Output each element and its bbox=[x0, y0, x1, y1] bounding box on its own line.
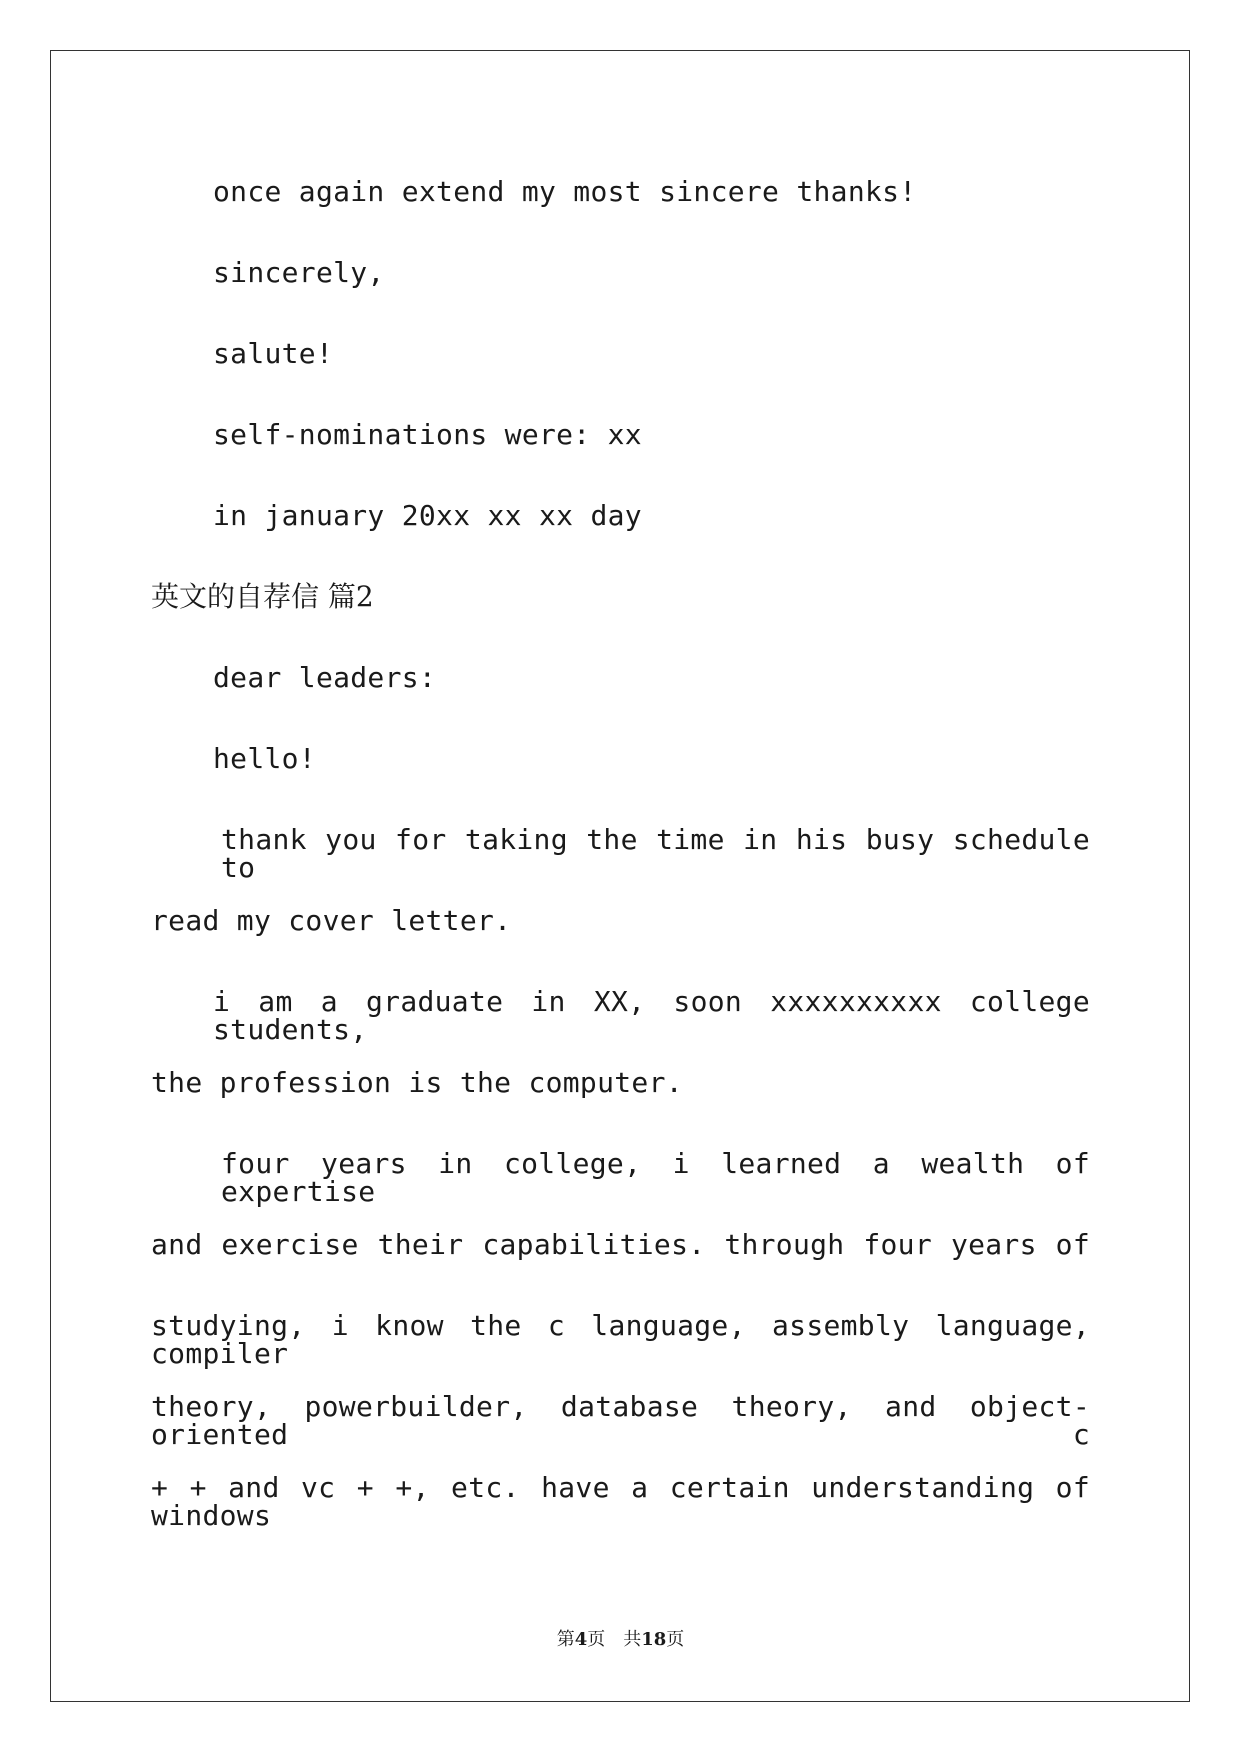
paragraph-line: four years in college, i learned a wealth of expertise bbox=[221, 1147, 1090, 1208]
footer-suffix: 页 bbox=[666, 1629, 685, 1650]
paragraph-line: studying, i know the c language, assembly language, compiler bbox=[151, 1309, 1090, 1370]
paragraph-line: read my cover letter. bbox=[151, 904, 512, 937]
paragraph-line: i am a graduate in XX, soon xxxxxxxxxx college students, bbox=[213, 985, 1090, 1046]
text-line: in january 20xx xx xx day bbox=[213, 499, 642, 532]
paragraph-line: thank you for taking the time in his busy schedule to bbox=[221, 823, 1090, 884]
section-heading: 英文的自荐信 篇2 bbox=[151, 580, 374, 613]
paragraph-line: and exercise their capabilities. through four years of bbox=[151, 1228, 1090, 1261]
text-line: dear leaders: bbox=[213, 661, 437, 694]
footer-prefix: 第 bbox=[556, 1629, 575, 1650]
text-line: sincerely, bbox=[213, 256, 385, 289]
paragraph-line: the profession is the computer. bbox=[151, 1066, 683, 1099]
paragraph-line: theory, powerbuilder, database theory, and object-oriented c bbox=[151, 1390, 1090, 1451]
text-line: hello! bbox=[213, 742, 316, 775]
footer-total-pages: 18 bbox=[641, 1629, 667, 1650]
page-number-footer bbox=[0, 1631, 1241, 1649]
footer-current-page: 4 bbox=[574, 1629, 588, 1650]
paragraph-line: + + and vc + +, etc. have a certain understanding of windows bbox=[151, 1471, 1090, 1532]
text-line: salute! bbox=[213, 337, 334, 370]
text-line: once again extend my most sincere thanks! bbox=[213, 175, 917, 208]
text-line: self-nominations were: xx bbox=[213, 418, 642, 451]
footer-middle: 页 共 bbox=[587, 1629, 642, 1650]
